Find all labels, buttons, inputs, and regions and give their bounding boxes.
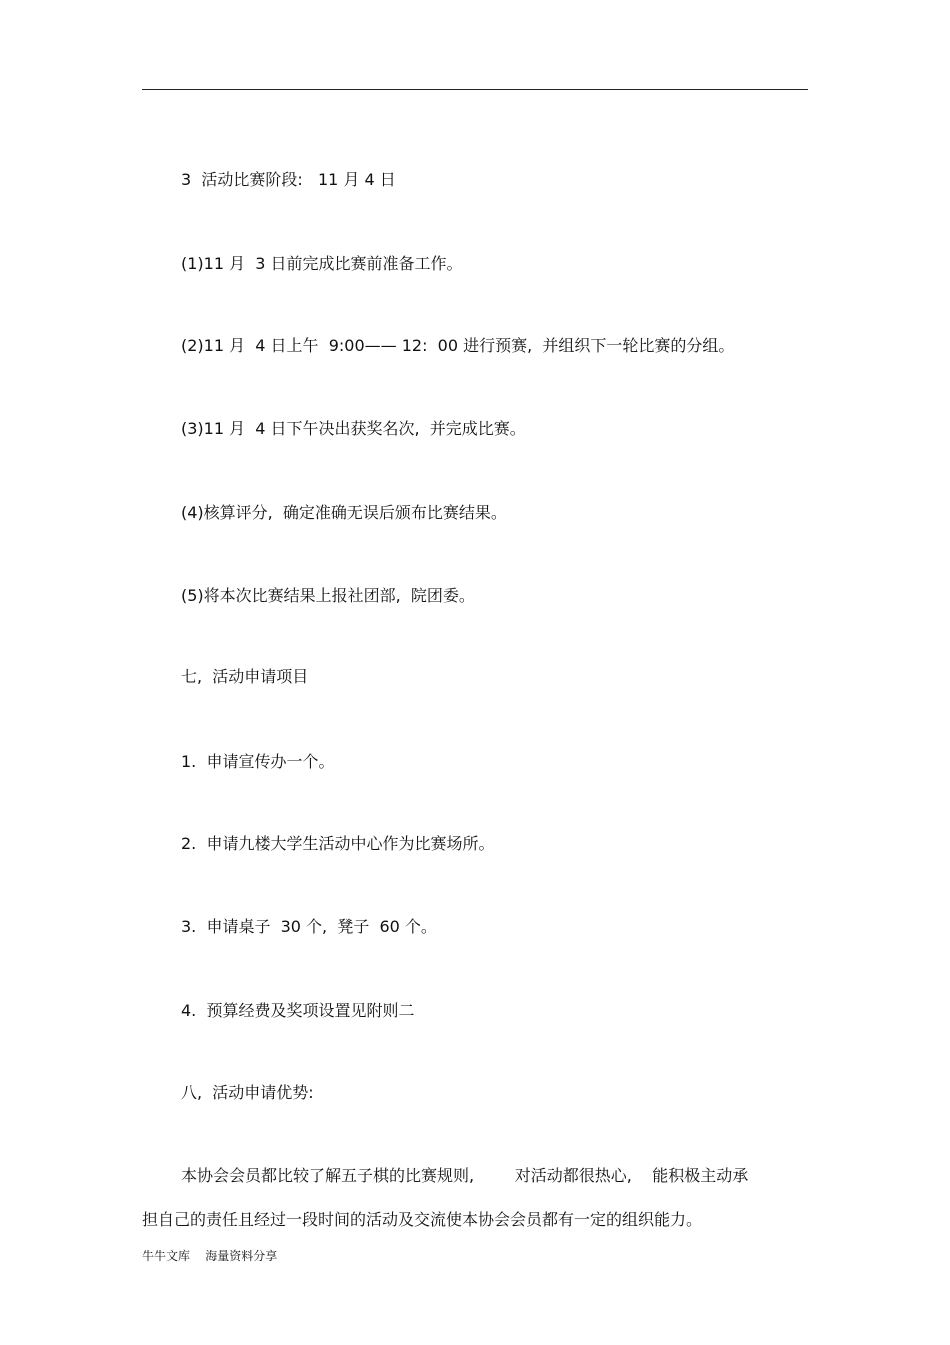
text-line: (5)将本次比赛结果上报社团部, 院团委。 — [181, 586, 475, 605]
text-line: 3. 申请桌子 30 个, 凳子 60 个。 — [181, 917, 437, 936]
text-line: 3 活动比赛阶段: 11 月 4 日 — [181, 170, 396, 189]
text-line: (3)11 月 4 日下午决出获奖名次, 并完成比赛。 — [181, 419, 526, 438]
text-line: (4)核算评分, 确定准确无误后颁布比赛结果。 — [181, 503, 507, 522]
paragraph-line: 担自己的责任且经过一段时间的活动及交流使本协会会员都有一定的组织能力。 — [142, 1210, 703, 1229]
text-line: 1. 申请宣传办一个。 — [181, 752, 335, 771]
section-heading: 七, 活动申请项目 — [181, 667, 309, 686]
paragraph-line: 本协会会员都比较了解五子棋的比赛规则, 对活动都很热心, 能积极主动承 — [181, 1166, 749, 1185]
text-line: 4. 预算经费及奖项设置见附则二 — [181, 1001, 415, 1020]
text-line: (1)11 月 3 日前完成比赛前准备工作。 — [181, 254, 463, 273]
text-line: 2. 申请九楼大学生活动中心作为比赛场所。 — [181, 834, 495, 853]
header-rule — [142, 89, 808, 90]
section-heading: 八, 活动申请优势: — [181, 1083, 314, 1102]
footer-text: 牛牛文库 海量资料分享 — [142, 1249, 278, 1263]
text-line: (2)11 月 4 日上午 9:00—— 12: 00 进行预赛, 并组织下一轮比赛的分组。 — [181, 336, 735, 355]
